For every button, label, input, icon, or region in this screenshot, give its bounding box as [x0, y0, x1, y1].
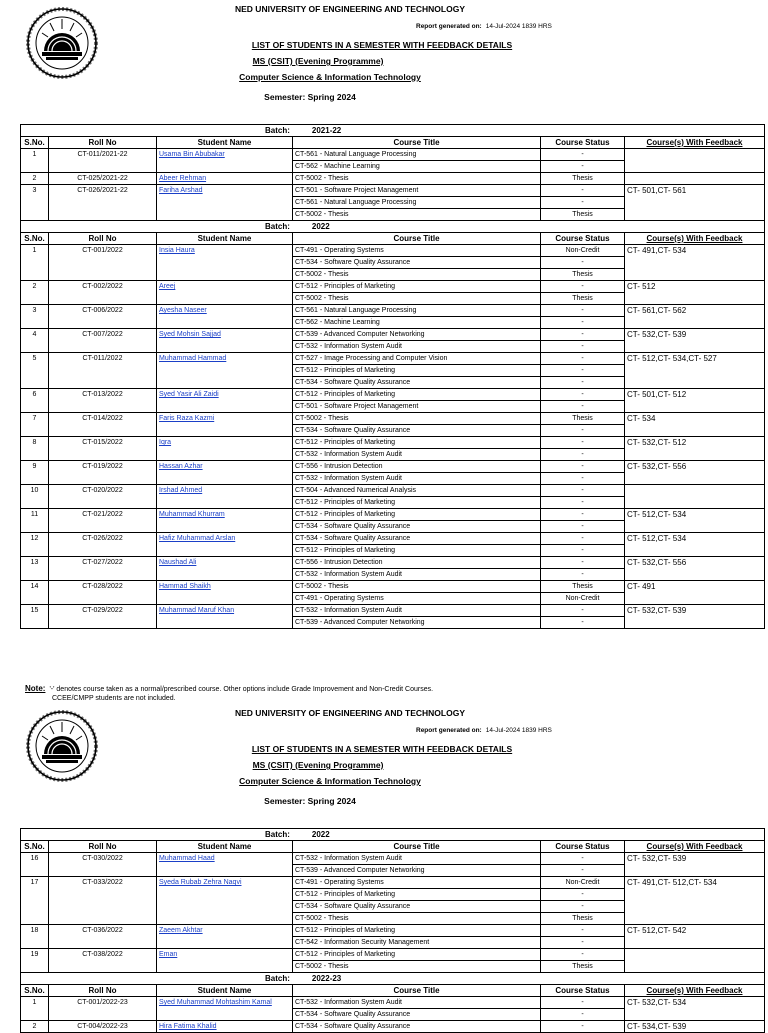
student-name-link[interactable]: Iqra — [157, 437, 293, 461]
feedback-courses: CT- 532,CT- 539 — [625, 605, 765, 629]
serial-number: 6 — [21, 389, 49, 413]
roll-number: CT-013/2022 — [49, 389, 157, 413]
roll-number: CT-006/2022 — [49, 305, 157, 329]
report-generated — [416, 727, 552, 734]
course-status: Thesis — [541, 413, 625, 425]
table-row — [21, 853, 765, 865]
batch-label: Batch: — [265, 126, 290, 135]
feedback-courses: CT- 512,CT- 534,CT- 527 — [625, 353, 765, 389]
roll-number: CT-001/2022 — [49, 245, 157, 281]
course-title: CT-561 - Natural Language Processing — [293, 197, 541, 209]
table-row — [21, 329, 765, 341]
course-title: CT-534 - Software Quality Assurance — [293, 533, 541, 545]
student-name-link[interactable]: Fariha Arshad — [157, 185, 293, 221]
note-text-1: '-' denotes course taken as a normal/prescribed course. Other options include Grade Improvement and Non-Credit Courses. — [49, 686, 434, 693]
table-row — [21, 949, 765, 961]
course-title: CT-561 - Natural Language Processing — [293, 149, 541, 161]
course-status: - — [541, 557, 625, 569]
feedback-courses: CT- 491,CT- 512,CT- 534 — [625, 877, 765, 925]
column-header: Course(s) With Feedback — [625, 841, 765, 853]
roll-number: CT-026/2021-22 — [49, 185, 157, 221]
course-title: CT-512 - Principles of Marketing — [293, 365, 541, 377]
feedback-courses: CT- 501,CT- 512 — [625, 389, 765, 413]
course-status: - — [541, 185, 625, 197]
student-name-link[interactable]: Hafiz Muhammad Arslan — [157, 533, 293, 557]
report-generated — [416, 23, 552, 30]
feedback-courses: CT- 534 — [625, 413, 765, 437]
column-header: Roll No — [49, 233, 157, 245]
table-row — [21, 485, 765, 497]
batch-value: 2021-22 — [311, 126, 342, 135]
serial-number: 16 — [21, 853, 49, 877]
table-row — [21, 437, 765, 449]
batch-value: 2022-23 — [311, 974, 342, 983]
course-status: - — [541, 197, 625, 209]
note-label: Note: — [25, 684, 46, 693]
serial-number: 8 — [21, 437, 49, 461]
course-title: CT-539 - Advanced Computer Networking — [293, 329, 541, 341]
serial-number: 5 — [21, 353, 49, 389]
course-title: CT-539 - Advanced Computer Networking — [293, 865, 541, 877]
course-status: - — [541, 605, 625, 617]
serial-number: 3 — [21, 185, 49, 221]
table-row — [21, 353, 765, 365]
course-status: Thesis — [541, 173, 625, 185]
course-status: - — [541, 377, 625, 389]
student-name-link[interactable]: Ayesha Naseer — [157, 305, 293, 329]
course-title: CT-556 - Intrusion Detection — [293, 557, 541, 569]
roll-number: CT-021/2022 — [49, 509, 157, 533]
course-title: CT-512 - Principles of Marketing — [293, 437, 541, 449]
course-title: CT-534 - Software Quality Assurance — [293, 1021, 541, 1033]
course-status: Non-Credit — [541, 877, 625, 889]
roll-number: CT-002/2022 — [49, 281, 157, 305]
serial-number: 13 — [21, 557, 49, 581]
feedback-courses: CT- 491 — [625, 581, 765, 605]
feedback-courses: CT- 512 — [625, 281, 765, 305]
page2-header — [0, 704, 768, 814]
feedback-courses: CT- 532,CT- 539 — [625, 329, 765, 353]
roll-number: CT-026/2022 — [49, 533, 157, 557]
table-row — [21, 305, 765, 317]
course-title: CT-539 - Advanced Computer Networking — [293, 617, 541, 629]
feedback-courses: CT- 532,CT- 534 — [625, 997, 765, 1021]
column-header: S.No. — [21, 841, 49, 853]
course-status: - — [541, 281, 625, 293]
table-row — [21, 533, 765, 545]
batch-row — [21, 829, 765, 841]
course-status: - — [541, 161, 625, 173]
column-header: Roll No — [49, 841, 157, 853]
table-body — [21, 829, 765, 1033]
column-header: Course Status — [541, 137, 625, 149]
course-title: CT-532 - Information System Audit — [293, 605, 541, 617]
feedback-courses: CT- 512,CT- 534 — [625, 509, 765, 533]
program-name: MS (CSIT) (Evening Programme) — [252, 760, 384, 770]
column-header-row — [21, 841, 765, 853]
course-status: - — [541, 449, 625, 461]
column-header: S.No. — [21, 985, 49, 997]
roll-number: CT-011/2022 — [49, 353, 157, 389]
table-row — [21, 149, 765, 161]
course-title: CT-542 - Information Security Management — [293, 937, 541, 949]
course-status: - — [541, 389, 625, 401]
student-name-link[interactable]: Syed Mohsin Sajjad — [157, 329, 293, 353]
university-name: NED UNIVERSITY OF ENGINEERING AND TECHNOLOGY — [235, 708, 465, 718]
batch-label: Batch: — [265, 222, 290, 231]
feedback-courses — [625, 485, 765, 509]
serial-number: 1 — [21, 149, 49, 173]
serial-number: 7 — [21, 413, 49, 437]
list-title: LIST OF STUDENTS IN A SEMESTER WITH FEEDBACK DETAILS — [251, 744, 513, 754]
course-title: CT-532 - Information System Audit — [293, 449, 541, 461]
feedback-courses: CT- 532,CT- 539 — [625, 853, 765, 877]
roll-number: CT-036/2022 — [49, 925, 157, 949]
student-name-link[interactable]: Muhammad Maruf Khan — [157, 605, 293, 629]
course-title: CT-532 - Information System Audit — [293, 473, 541, 485]
feedback-courses: CT- 512,CT- 542 — [625, 925, 765, 949]
column-header: Roll No — [49, 137, 157, 149]
feedback-courses: CT- 491,CT- 534 — [625, 245, 765, 281]
course-title: CT-5002 - Thesis — [293, 913, 541, 925]
course-status: - — [541, 997, 625, 1009]
feedback-courses: CT- 534,CT- 539 — [625, 1021, 765, 1033]
course-title: CT-512 - Principles of Marketing — [293, 497, 541, 509]
batch-value: 2022 — [311, 830, 330, 839]
page1-header — [0, 0, 768, 110]
course-title: CT-5002 - Thesis — [293, 173, 541, 185]
course-title: CT-501 - Software Project Management — [293, 185, 541, 197]
course-title: CT-491 - Operating Systems — [293, 593, 541, 605]
students-table-page1 — [20, 124, 765, 629]
student-name-link[interactable]: Hira Fatima Khalid — [157, 1021, 293, 1033]
course-status: - — [541, 365, 625, 377]
student-name-link[interactable]: Hammad Shaikh — [157, 581, 293, 605]
course-title: CT-532 - Information System Audit — [293, 341, 541, 353]
course-status: - — [541, 353, 625, 365]
course-status: - — [541, 617, 625, 629]
roll-number: CT-020/2022 — [49, 485, 157, 509]
student-name-link[interactable]: Faris Raza Kazmi — [157, 413, 293, 437]
feedback-courses: CT- 512,CT- 534 — [625, 533, 765, 557]
batch-cell — [21, 973, 765, 985]
course-status: - — [541, 937, 625, 949]
course-status: - — [541, 149, 625, 161]
course-title: CT-527 - Image Processing and Computer Vision — [293, 353, 541, 365]
course-status: - — [541, 889, 625, 901]
table-row — [21, 389, 765, 401]
table-row — [21, 281, 765, 293]
note-block — [25, 684, 433, 703]
roll-number: CT-011/2021-22 — [49, 149, 157, 173]
student-name-link[interactable]: Muhammad Hammad — [157, 353, 293, 389]
table-row — [21, 877, 765, 889]
students-table-page2 — [20, 828, 765, 1033]
course-title: CT-556 - Intrusion Detection — [293, 461, 541, 473]
university-name: NED UNIVERSITY OF ENGINEERING AND TECHNOLOGY — [235, 4, 465, 14]
column-header: Course(s) With Feedback — [625, 233, 765, 245]
course-title: CT-491 - Operating Systems — [293, 245, 541, 257]
serial-number: 19 — [21, 949, 49, 973]
serial-number: 17 — [21, 877, 49, 925]
department-name: Computer Science & Information Technology — [239, 776, 421, 786]
column-header: Course Title — [293, 233, 541, 245]
student-name-link[interactable]: Zaeem Akhtar — [157, 925, 293, 949]
course-title: CT-5002 - Thesis — [293, 209, 541, 221]
course-title: CT-532 - Information System Audit — [293, 569, 541, 581]
course-status: Thesis — [541, 209, 625, 221]
course-status: - — [541, 865, 625, 877]
student-name-link[interactable]: Naushad Ali — [157, 557, 293, 581]
course-status: Thesis — [541, 293, 625, 305]
serial-number: 10 — [21, 485, 49, 509]
note-text-2: CCEE/CMPP students are not included. — [52, 695, 176, 702]
student-name-link[interactable]: Syeda Rubab Zehra Naqvi — [157, 877, 293, 925]
course-title: CT-512 - Principles of Marketing — [293, 509, 541, 521]
student-name-link[interactable]: Muhammad Khurram — [157, 509, 293, 533]
course-status: - — [541, 853, 625, 865]
column-header: Course Title — [293, 841, 541, 853]
course-status: - — [541, 341, 625, 353]
course-title: CT-512 - Principles of Marketing — [293, 889, 541, 901]
serial-number: 11 — [21, 509, 49, 533]
list-title: LIST OF STUDENTS IN A SEMESTER WITH FEEDBACK DETAILS — [251, 40, 513, 50]
course-title: CT-5002 - Thesis — [293, 961, 541, 973]
course-status: Thesis — [541, 961, 625, 973]
roll-number: CT-027/2022 — [49, 557, 157, 581]
batch-row — [21, 221, 765, 233]
student-name-link[interactable]: Muhammad Haad — [157, 853, 293, 877]
table-row — [21, 557, 765, 569]
serial-number: 9 — [21, 461, 49, 485]
course-status: - — [541, 497, 625, 509]
serial-number: 18 — [21, 925, 49, 949]
semester-label: Semester: Spring 2024 — [264, 92, 356, 102]
report-label: Report generated on: — [416, 727, 482, 734]
course-title: CT-5002 - Thesis — [293, 293, 541, 305]
student-name-link[interactable]: Irshad Ahmed — [157, 485, 293, 509]
roll-number: CT-001/2022-23 — [49, 997, 157, 1021]
course-title: CT-534 - Software Quality Assurance — [293, 901, 541, 913]
table-row — [21, 997, 765, 1009]
course-status: - — [541, 521, 625, 533]
feedback-courses: CT- 532,CT- 556 — [625, 557, 765, 581]
course-title: CT-534 - Software Quality Assurance — [293, 1009, 541, 1021]
table-row — [21, 1021, 765, 1033]
column-header: S.No. — [21, 233, 49, 245]
course-status: - — [541, 437, 625, 449]
course-status: - — [541, 401, 625, 413]
table-row — [21, 925, 765, 937]
course-title: CT-561 - Natural Language Processing — [293, 305, 541, 317]
semester-label: Semester: Spring 2024 — [264, 796, 356, 806]
course-title: CT-512 - Principles of Marketing — [293, 925, 541, 937]
course-title: CT-534 - Software Quality Assurance — [293, 425, 541, 437]
report-value: 14-Jul-2024 1839 HRS — [485, 727, 552, 734]
course-status: - — [541, 569, 625, 581]
serial-number: 1 — [21, 997, 49, 1021]
note-line-1 — [25, 684, 433, 694]
course-status: - — [541, 473, 625, 485]
feedback-courses: CT- 532,CT- 556 — [625, 461, 765, 485]
column-header: Course Title — [293, 137, 541, 149]
table-row — [21, 413, 765, 425]
student-name-link[interactable]: Hassan Azhar — [157, 461, 293, 485]
table-body — [21, 125, 765, 629]
table-row — [21, 509, 765, 521]
course-status: - — [541, 949, 625, 961]
course-status: - — [541, 257, 625, 269]
batch-row — [21, 973, 765, 985]
column-header: Course Status — [541, 233, 625, 245]
roll-number: CT-028/2022 — [49, 581, 157, 605]
department-name: Computer Science & Information Technology — [239, 72, 421, 82]
course-title: CT-532 - Information System Audit — [293, 997, 541, 1009]
table-row — [21, 605, 765, 617]
roll-number: CT-015/2022 — [49, 437, 157, 461]
roll-number: CT-004/2022-23 — [49, 1021, 157, 1033]
feedback-courses: CT- 561,CT- 562 — [625, 305, 765, 329]
course-status: Non-Credit — [541, 245, 625, 257]
course-title: CT-532 - Information System Audit — [293, 853, 541, 865]
course-title: CT-5002 - Thesis — [293, 269, 541, 281]
feedback-courses — [625, 173, 765, 185]
roll-number: CT-029/2022 — [49, 605, 157, 629]
roll-number: CT-030/2022 — [49, 853, 157, 877]
serial-number: 2 — [21, 173, 49, 185]
course-title: CT-534 - Software Quality Assurance — [293, 257, 541, 269]
column-header: S.No. — [21, 137, 49, 149]
batch-row — [21, 125, 765, 137]
roll-number: CT-033/2022 — [49, 877, 157, 925]
column-header: Student Name — [157, 841, 293, 853]
roll-number: CT-007/2022 — [49, 329, 157, 353]
roll-number: CT-014/2022 — [49, 413, 157, 437]
course-status: - — [541, 329, 625, 341]
feedback-courses: CT- 501,CT- 561 — [625, 185, 765, 221]
program-name: MS (CSIT) (Evening Programme) — [252, 56, 384, 66]
course-title: CT-504 - Advanced Numerical Analysis — [293, 485, 541, 497]
course-title: CT-512 - Principles of Marketing — [293, 949, 541, 961]
course-status: - — [541, 1021, 625, 1033]
column-header-row — [21, 233, 765, 245]
course-title: CT-501 - Software Project Management — [293, 401, 541, 413]
serial-number: 4 — [21, 329, 49, 353]
course-title: CT-534 - Software Quality Assurance — [293, 521, 541, 533]
course-status: - — [541, 461, 625, 473]
course-title: CT-512 - Principles of Marketing — [293, 389, 541, 401]
column-header: Course(s) With Feedback — [625, 137, 765, 149]
student-name-link[interactable]: Eman — [157, 949, 293, 973]
student-name-link[interactable]: Usama Bin Abubakar — [157, 149, 293, 173]
serial-number: 12 — [21, 533, 49, 557]
column-header: Course Status — [541, 985, 625, 997]
course-title: CT-512 - Principles of Marketing — [293, 545, 541, 557]
course-title: CT-491 - Operating Systems — [293, 877, 541, 889]
batch-cell — [21, 125, 765, 137]
column-header: Student Name — [157, 137, 293, 149]
serial-number: 1 — [21, 245, 49, 281]
course-status: - — [541, 925, 625, 937]
course-status: Thesis — [541, 581, 625, 593]
feedback-courses: CT- 532,CT- 512 — [625, 437, 765, 461]
serial-number: 2 — [21, 281, 49, 305]
report-label: Report generated on: — [416, 23, 482, 30]
table-row — [21, 185, 765, 197]
course-title: CT-562 - Machine Learning — [293, 161, 541, 173]
student-name-link[interactable]: Abeer Rehman — [157, 173, 293, 185]
course-title: CT-562 - Machine Learning — [293, 317, 541, 329]
feedback-courses — [625, 949, 765, 973]
column-header: Roll No — [49, 985, 157, 997]
course-status: - — [541, 533, 625, 545]
course-status: - — [541, 425, 625, 437]
feedback-courses — [625, 149, 765, 173]
course-status: - — [541, 901, 625, 913]
course-status: - — [541, 509, 625, 521]
batch-value: 2022 — [311, 222, 330, 231]
serial-number: 15 — [21, 605, 49, 629]
student-name-link[interactable]: Insia Haura — [157, 245, 293, 281]
student-name-link[interactable]: Syed Muhammad Mohtashim Kamal — [157, 997, 293, 1021]
course-status: Thesis — [541, 913, 625, 925]
serial-number: 14 — [21, 581, 49, 605]
roll-number: CT-038/2022 — [49, 949, 157, 973]
student-name-link[interactable]: Areej — [157, 281, 293, 305]
course-status: - — [541, 545, 625, 557]
student-name-link[interactable]: Syed Yasir Ali Zaidi — [157, 389, 293, 413]
table-row — [21, 461, 765, 473]
serial-number: 3 — [21, 305, 49, 329]
roll-number: CT-025/2021-22 — [49, 173, 157, 185]
batch-label: Batch: — [265, 974, 290, 983]
report-value: 14-Jul-2024 1839 HRS — [485, 23, 552, 30]
course-status: - — [541, 1009, 625, 1021]
course-status: - — [541, 317, 625, 329]
batch-label: Batch: — [265, 830, 290, 839]
serial-number: 2 — [21, 1021, 49, 1033]
column-header: Course Title — [293, 985, 541, 997]
course-status: - — [541, 305, 625, 317]
course-title: CT-534 - Software Quality Assurance — [293, 377, 541, 389]
course-title: CT-5002 - Thesis — [293, 413, 541, 425]
column-header-row — [21, 137, 765, 149]
column-header-row — [21, 985, 765, 997]
column-header: Course Status — [541, 841, 625, 853]
column-header: Course(s) With Feedback — [625, 985, 765, 997]
table-row — [21, 245, 765, 257]
course-status: - — [541, 485, 625, 497]
roll-number: CT-019/2022 — [49, 461, 157, 485]
course-title: CT-5002 - Thesis — [293, 581, 541, 593]
table-row — [21, 173, 765, 185]
table-row — [21, 581, 765, 593]
batch-cell — [21, 829, 765, 841]
course-status: Thesis — [541, 269, 625, 281]
batch-cell — [21, 221, 765, 233]
course-title: CT-512 - Principles of Marketing — [293, 281, 541, 293]
column-header: Student Name — [157, 233, 293, 245]
column-header: Student Name — [157, 985, 293, 997]
course-status: Non-Credit — [541, 593, 625, 605]
